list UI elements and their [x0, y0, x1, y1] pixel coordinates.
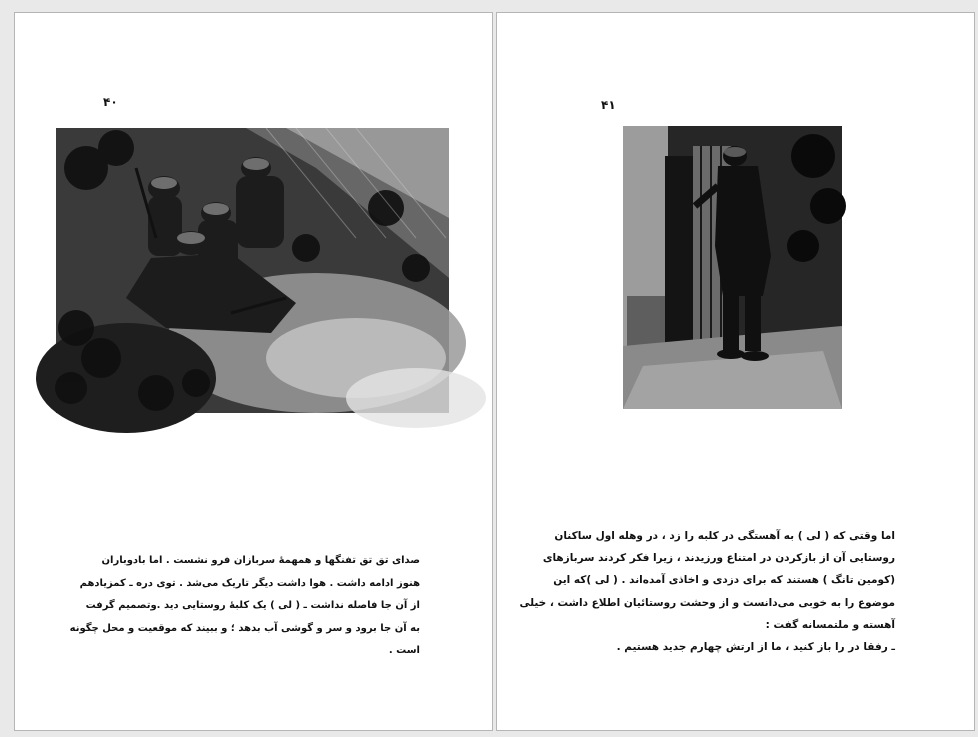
- paragraph-line: ـ رفقا در را باز کنید ، ما از ارتش چهارم جدید هستیم .: [616, 641, 895, 654]
- illustration-soldiers-in-bushes: [56, 128, 449, 413]
- right-book-page: [496, 12, 975, 731]
- paragraph-line: (کومین تانگ ) هستند که برای دزدی و اخاذی آمده‌اند . ( لی )که این: [553, 574, 895, 587]
- page-paragraph: [519, 525, 895, 658]
- left-book-page: [14, 12, 493, 731]
- paragraph-line: روستایی آن از بازکردن در امتناع ورزیدند ، زیرا فکر کردند سربازهای: [542, 552, 895, 565]
- paragraph-line: از آن جا فاصله نداشت ـ ( لی ) یک کلبهٔ روستایی دید .وتصمیم گرفت: [85, 600, 420, 611]
- door-sketch-image: [623, 126, 842, 409]
- paragraph-line: هنوز ادامه داشت . هوا داشت دیگر تاریک می‌شد . توی دره ـ کمزیادهم: [79, 577, 420, 589]
- illustration-soldier-at-door: [623, 126, 842, 409]
- paragraph-line: آهسته و ملتمسانه گفت :: [765, 618, 895, 631]
- page-number: ۴۰: [103, 95, 118, 109]
- paragraph-line: موضوع را به خوبی می‌دانست و از وحشت روستائیان اطلاع داشت ، خیلی: [519, 596, 895, 609]
- paragraph-line: است .: [388, 645, 420, 656]
- page-paragraph: [69, 550, 420, 663]
- page-number: ۴۱: [601, 98, 616, 112]
- paragraph-line: صدای تق تق تفنگها و همهمهٔ سربازان فرو نشست . اما بادوباران: [101, 555, 420, 566]
- paragraph-line: اما وقتی که ( لی ) به آهستگی در کلبه را زد ، در وهله اول ساکنان: [554, 530, 895, 542]
- soldiers-sketch-image: [56, 128, 449, 413]
- paragraph-line: به آن جا برود و سر و گوشی آب بدهد ؛ و ببیند که موقعیت و محل چگونه: [69, 622, 420, 634]
